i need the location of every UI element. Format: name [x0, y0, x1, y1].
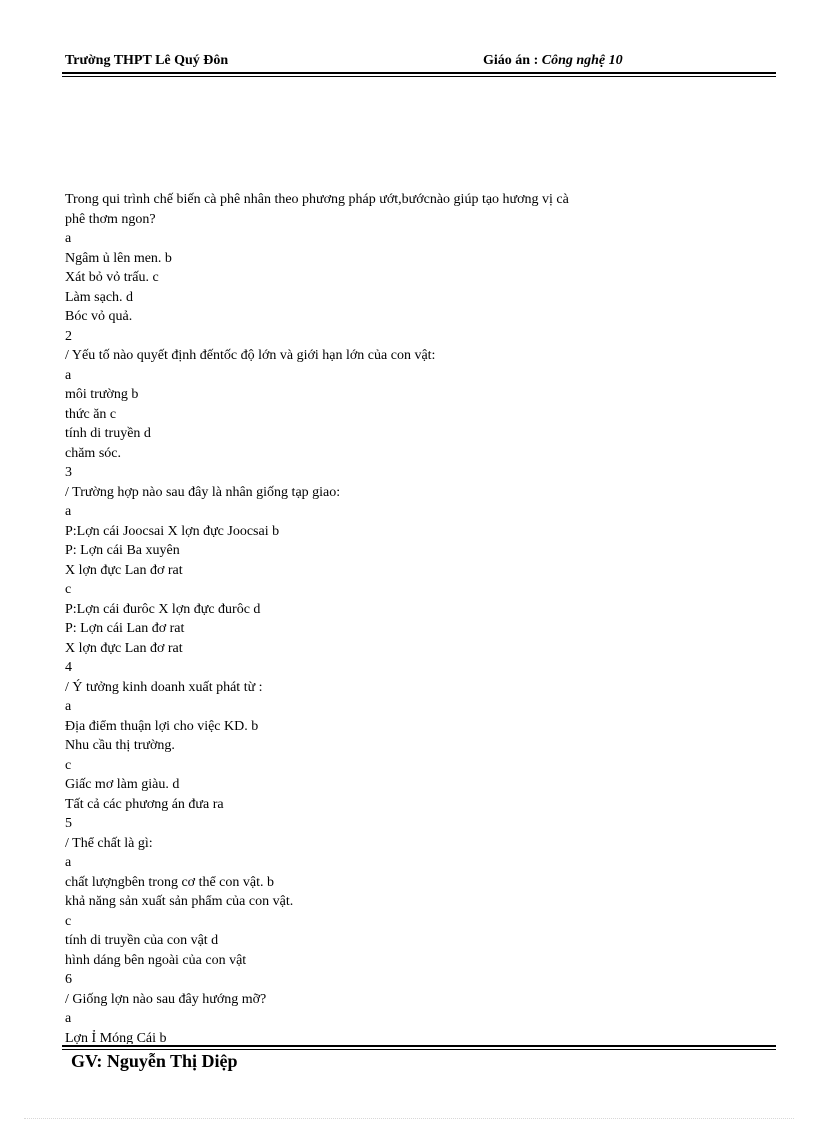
content-line: 5 — [65, 816, 72, 831]
content-line: 3 — [65, 465, 72, 480]
content-line: P:Lợn cái đurôc X lợn đực đurôc d — [65, 601, 261, 617]
content-line: Trong qui trình chế biến cà phê nhân theo phương pháp ướt,bướcnào giúp tạo hương vị cà — [65, 192, 569, 207]
content-line: Lợn Ỉ Móng Cái b — [65, 1030, 167, 1044]
content-line: Nhu cầu thị trường. — [65, 738, 175, 753]
footer-rule-thick — [62, 1045, 776, 1047]
content-line: a — [65, 231, 72, 246]
content-line: X lợn đực Lan đơ rat — [65, 640, 183, 656]
content-line: Làm sạch. d — [65, 289, 134, 305]
content-line: Giấc mơ làm giàu. d — [65, 777, 180, 792]
subject-name: Công nghệ 10 — [541, 53, 623, 68]
content-line: / Ý tưởng kinh doanh xuất phát từ : — [65, 679, 263, 695]
content-line: c — [65, 582, 72, 597]
content-line: a — [65, 367, 72, 383]
content-line: hình dáng bên ngoài của con vật — [65, 952, 247, 968]
content-line: Xát bỏ vỏ trấu. c — [65, 270, 159, 285]
content-line: tính di truyền d — [65, 426, 151, 441]
header-rule-thin — [62, 76, 776, 77]
footer-rule-thin — [62, 1049, 776, 1050]
content-line: môi trường b — [65, 387, 139, 402]
content-line: / Giống lợn nào sau đây hướng mỡ? — [65, 991, 267, 1007]
content-line: c — [65, 757, 72, 773]
content-line: a — [65, 1011, 72, 1026]
content-line: / Yếu tố nào quyết định đếntốc độ lớn và giới hạn lớn của con vật: — [65, 348, 436, 363]
content-line: khả năng sản xuất sản phẩm của con vật. — [65, 894, 294, 909]
content-line: 2 — [65, 328, 72, 344]
lesson-plan-label — [483, 53, 623, 69]
header-rule-thick — [62, 72, 776, 74]
teacher-name: GV: Nguyễn Thị Diệp — [71, 1051, 238, 1071]
content-line: chăm sóc. — [65, 445, 121, 461]
content-line: / Trường hợp nào sau đây là nhân giống tạp giao: — [65, 484, 341, 500]
content-line: chất lượngbên trong cơ thể con vật. b — [65, 874, 275, 890]
content-line: a — [65, 504, 72, 519]
content-line: Bóc vỏ quả. — [65, 309, 133, 324]
content-line: P:Lợn cái Joocsai X lợn đực Joocsai b — [65, 523, 280, 539]
content-line: / Thể chất là gì: — [65, 835, 153, 851]
quiz-content — [65, 190, 655, 1044]
content-line: phê thơm ngon? — [65, 211, 156, 227]
content-line: 6 — [65, 972, 72, 987]
content-line: 4 — [65, 660, 72, 675]
content-line: Ngâm ủ lên men. b — [65, 250, 172, 266]
content-line: a — [65, 699, 72, 714]
content-line: thức ăn c — [65, 406, 117, 422]
content-line: tính di truyền của con vật d — [65, 933, 219, 948]
school-name: Trường THPT Lê Quý Đôn — [65, 53, 229, 68]
content-line: Địa điểm thuận lợi cho việc KD. b — [65, 718, 259, 734]
lesson-prefix: Giáo án : — [483, 53, 542, 68]
page-header — [65, 53, 775, 73]
content-line: P: Lợn cái Lan đơ rat — [65, 621, 185, 636]
content-line: a — [65, 855, 72, 870]
content-line: c — [65, 913, 72, 929]
page-edge-dots — [24, 1118, 794, 1119]
content-line: X lợn đực Lan đơ rat — [65, 562, 183, 578]
content-line: P: Lợn cái Ba xuyên — [65, 543, 180, 558]
content-line: Tất cả các phương án đưa ra — [65, 796, 224, 812]
